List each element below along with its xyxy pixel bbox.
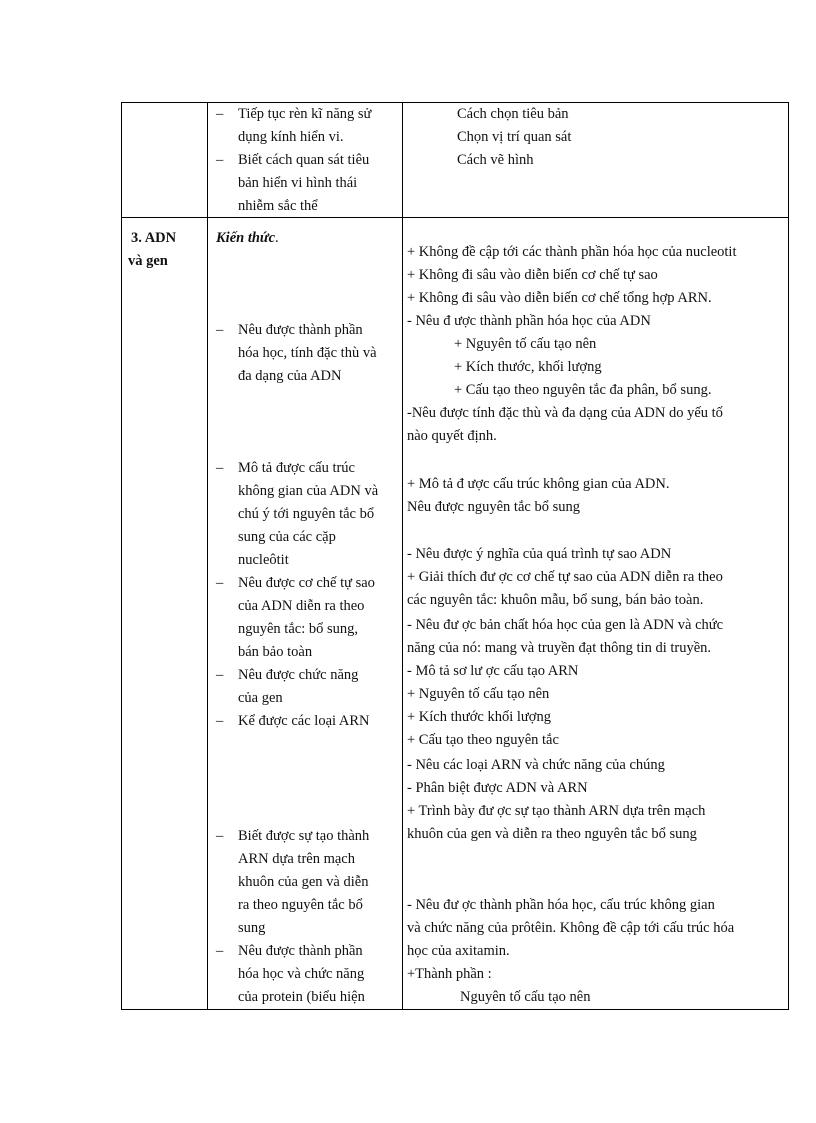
note-line: + Kích thước, khối lượng [454,359,602,375]
item-line: sung [238,920,266,936]
note-line: - Nêu đư ợc thành phần hóa học, cấu trúc không gian [407,897,715,913]
skill-line: dụng kính hiển vi. [238,129,344,145]
note-line: Nguyên tố cấu tạo nên [460,989,591,1005]
item-line: của protein (biểu hiện [238,989,365,1005]
note-line: - Nêu đ ược thành phần hóa học của ADN [407,313,651,329]
note-line: - Nêu các loại ARN và chức năng của chúng [407,757,665,773]
note-line: - Phân biệt được ADN và ARN [407,780,588,796]
item-line: bán bảo toàn [238,644,313,660]
skill-line: Tiếp tục rèn kĩ năng sử [238,106,372,122]
note-line: -Nêu được tính đặc thù và đa dạng của ADN do yếu tố [407,405,723,421]
item-line: không gian của ADN và [238,483,379,499]
note-line: Cách vẽ hình [457,152,534,168]
item-line: Biết được sự tạo thành [238,828,370,844]
note-line: + Cấu tạo theo nguyên tắc đa phân, bổ sung. [454,382,712,398]
note-line: + Không đề cập tới các thành phần hóa học của nucleotit [407,244,737,260]
column-divider-1 [207,102,208,1010]
topic-title: và gen [128,253,168,269]
note-line: các nguyên tắc: khuôn mẫu, bổ sung, bán bảo toàn. [407,592,704,608]
item-line: Nêu được chức năng [238,667,359,683]
bullet-dash: – [216,575,224,591]
table-border-right [788,102,789,1010]
bullet-dash: – [216,460,224,476]
note-line: năng của nó: mang và truyền đạt thông tin di truyền. [407,640,712,656]
note-line: khuôn của gen và diễn ra theo nguyên tắc bổ sung [407,826,697,842]
note-line: Nêu được nguyên tắc bổ sung [407,499,580,515]
item-line: khuôn của gen và diễn [238,874,369,890]
note-line: Chọn vị trí quan sát [457,129,572,145]
item-line: Kể được các loại ARN [238,713,370,729]
note-line: học của axitamin. [407,943,510,959]
note-line: Cách chọn tiêu bản [457,106,569,122]
note-line: + Trình bày đư ợc sự tạo thành ARN dựa trên mạch [407,803,706,819]
item-line: sung của các cặp [238,529,336,545]
content-table [121,102,789,1010]
bullet-dash: – [216,713,224,729]
item-line: Nêu được thành phần [238,322,363,338]
skill-line: Biết cách quan sát tiêu [238,152,370,168]
row-divider [121,217,789,218]
skill-line: bản hiển vi hình thái [238,175,358,191]
item-line: Mô tả được cấu trúc [238,460,355,476]
item-line: Nêu được thành phần [238,943,363,959]
column-divider-2 [402,102,403,1010]
bullet-dash: – [216,943,224,959]
item-line: đa dạng của ADN [238,368,342,384]
bullet-dash: – [216,322,224,338]
item-line: nucleôtit [238,552,289,568]
note-line: + Mô tả đ ược cấu trúc không gian của ADN. [407,476,670,492]
note-line: - Nêu đư ợc bản chất hóa học của gen là ADN và chức [407,617,724,633]
item-line: hóa học, tính đặc thù và [238,345,377,361]
bullet-dash: – [216,667,224,683]
note-line: + Giải thích đư ợc cơ chế tự sao của ADN diễn ra theo [407,569,723,585]
item-line: chú ý tới nguyên tắc bổ [238,506,375,522]
note-line: - Mô tả sơ lư ợc cấu tạo ARN [407,663,579,679]
bullet-dash: – [216,106,224,122]
note-line: + Cấu tạo theo nguyên tắc [407,732,559,748]
note-line: + Nguyên tố cấu tạo nên [454,336,597,352]
note-line: + Không đi sâu vào diễn biến cơ chế tổng hợp ARN. [407,290,712,306]
item-line: của ADN diễn ra theo [238,598,365,614]
table-border-bottom [121,1009,789,1010]
note-line: +Thành phần : [407,966,492,982]
item-line: hóa học và chức năng [238,966,365,982]
table-border-left [121,102,122,1010]
note-line: - Nêu được ý nghĩa của quá trình tự sao ADN [407,546,672,562]
knowledge-heading: Kiến thức. [216,230,279,246]
note-line: + Nguyên tố cấu tạo nên [407,686,550,702]
note-line: + Không đi sâu vào diễn biến cơ chế tự sao [407,267,658,283]
topic-title: 3. ADN [131,230,177,246]
note-line: và chức năng của prôtêin. Không đề cập tới cấu trúc hóa [407,920,735,936]
note-line: nào quyết định. [407,428,497,444]
note-line: + Kích thước khối lượng [407,709,551,725]
bullet-dash: – [216,828,224,844]
skill-line: nhiễm sắc thể [238,198,318,214]
item-line: nguyên tắc: bổ sung, [238,621,359,637]
bullet-dash: – [216,152,224,168]
item-line: của gen [238,690,283,706]
item-line: ra theo nguyên tắc bổ [238,897,363,913]
item-line: Nêu được cơ chế tự sao [238,575,375,591]
item-line: ARN dựa trên mạch [238,851,355,867]
